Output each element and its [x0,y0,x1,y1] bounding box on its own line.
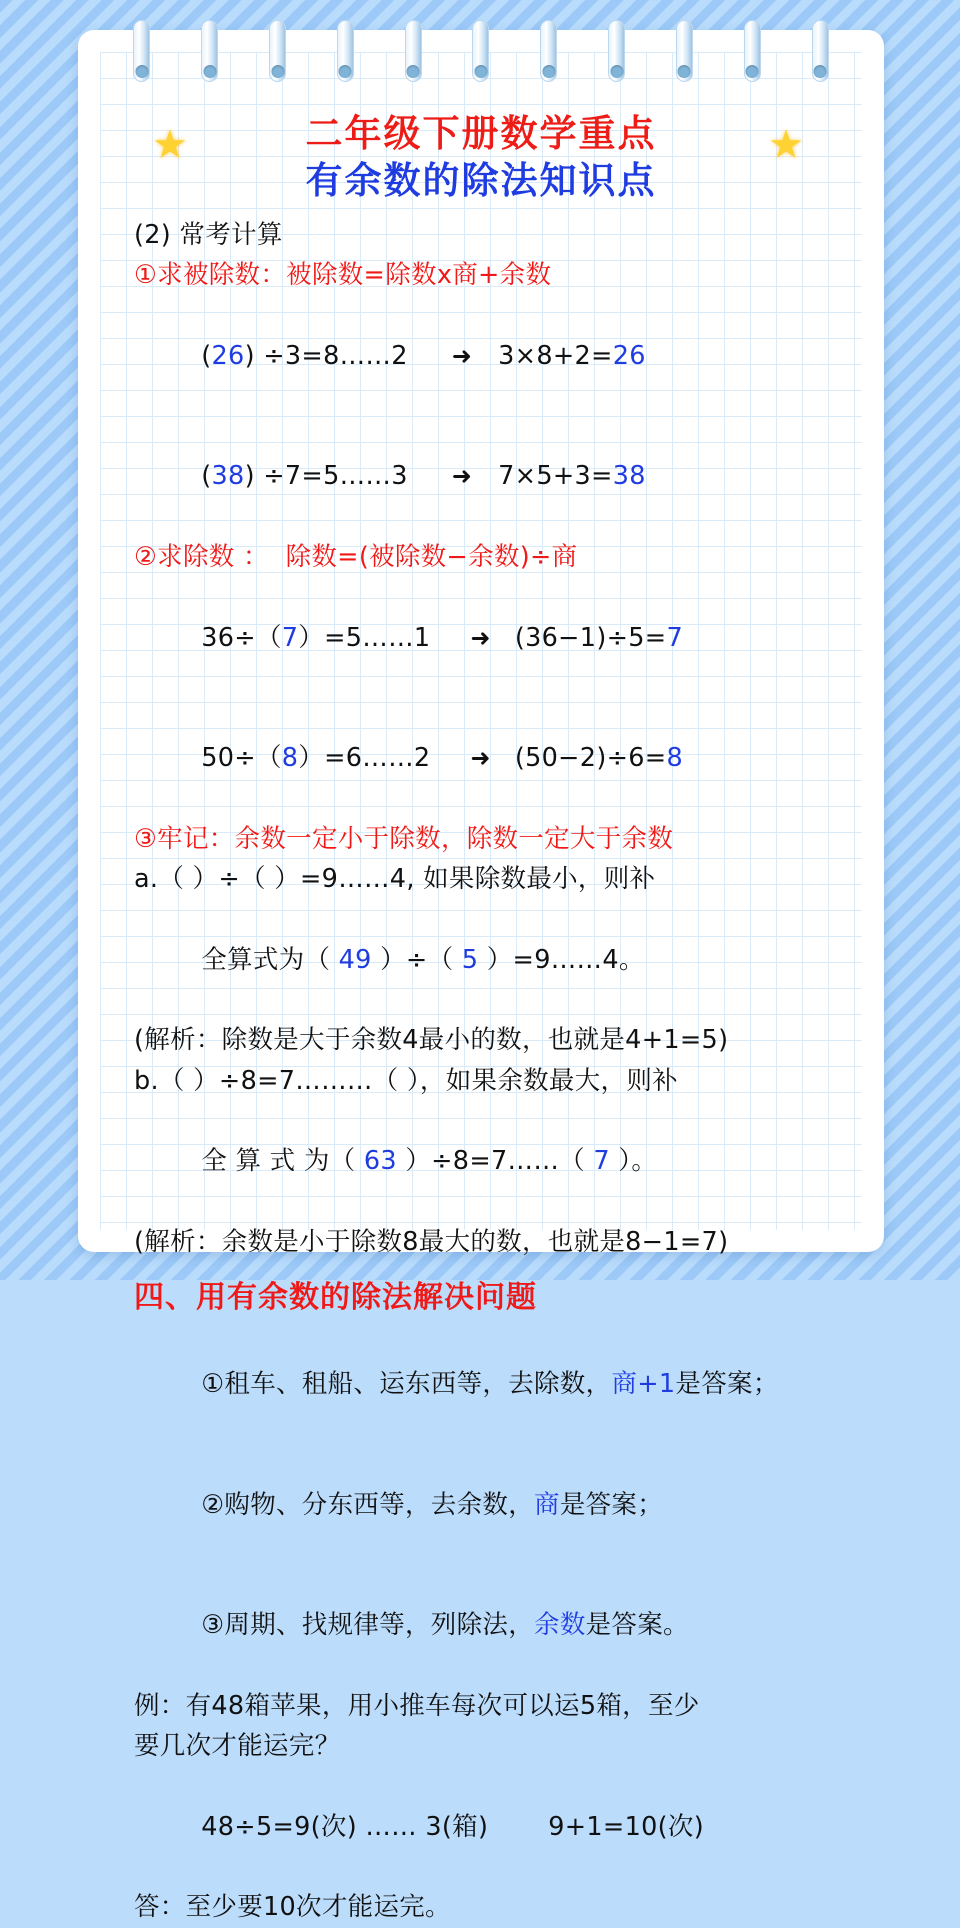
a-line2-number-2: 5 [461,944,479,975]
item-2-heading: ②求除数 ： 除数=(被除数−余数)÷商 [134,541,578,572]
note-content [100,52,862,1923]
worked-example-answer: 答：至少要10次才能运完。 [134,1892,451,1923]
row4-left-rest: ）=6……2 [298,743,431,774]
notepad-card [78,30,884,1923]
row3-left-number: 7 [281,622,299,653]
section-4-item-2 [134,1444,828,1565]
row4-right-expr: (50−2)÷6= [514,743,667,774]
s4-item1-text-b: 是答案； [675,1368,779,1399]
row1-right-number: 26 [612,340,646,371]
item-1-heading: ①求被除数：被除数=除数x商+余数 [134,260,552,290]
b-line2-number-1: 63 [363,1146,397,1177]
worked-example-line-2: 要几次才能运完？ [134,1731,341,1762]
example-b-line-1: b.（ ）÷8=7………（ ），如果余数最大，则补 [134,1065,678,1096]
arrow-icon: ➜ [451,462,473,491]
example-a-line-2 [134,900,828,1021]
item-2-row-1 [134,577,828,698]
example-b-explanation: (解析：余数是小于除数8最大的数，也就是8−1=7) [134,1226,729,1257]
s4-item2-text-b: 是答案； [559,1489,664,1520]
section-4-item-1 [134,1323,828,1444]
arrow-icon: ➜ [470,744,491,773]
section-4-item-3 [134,1565,828,1686]
row3-right-number: 7 [666,622,683,653]
row1-left-rest: ) ÷3=8……2 [244,340,408,371]
star-icon-right: ★ [768,123,804,167]
s4-item3-text-a: ③周期、找规律等，列除法， [201,1610,535,1641]
s4-item1-highlight: 商+1 [611,1368,676,1399]
page-title-line-2: 有余数的除法知识点 [305,159,657,203]
page-title-line-1: 二年级下册数学重点 [305,112,657,155]
s4-item3-highlight: 余数 [534,1610,586,1641]
s4-item1-text-a: ①租车、租船、运东西等，去除数， [201,1368,612,1399]
row2-left-number: 38 [211,461,245,492]
calc-right: 9+1=10(次) [548,1811,704,1842]
a-line2-part-c: ）=9……4。 [478,944,645,975]
title-block [134,110,828,205]
example-a-line-1: a.（ ）÷（ ）=9……4, 如果除数最小，则补 [134,864,656,895]
worked-example-calculation [134,1767,828,1888]
b-line2-part-b: ）÷8=7……（ [396,1146,594,1177]
row3-left-rest: ）=5……1 [298,622,431,653]
a-line2-part-b: ）÷（ [371,944,462,975]
section-2-label: (2) 常考计算 [134,219,283,250]
item-3-heading: ③牢记：余数一定小于除数，除数一定大于余数 [134,823,674,854]
example-a-explanation: (解析：除数是大于余数4最小的数，也就是4+1=5) [134,1025,729,1056]
grid-paper [100,52,862,1923]
arrow-icon: ➜ [470,623,491,652]
a-line2-number-1: 49 [338,944,372,975]
row4-left-expr: 50÷（ [201,743,282,774]
a-line2-part-a: 全算式为（ [201,944,339,975]
row3-right-expr: (36−1)÷5= [514,622,667,653]
star-icon-left: ★ [152,123,188,167]
row4-left-number: 8 [281,743,299,774]
arrow-icon: ➜ [451,341,473,370]
item-2-row-2 [134,698,828,819]
row1-right-expr: 3×8+2= [498,340,613,371]
example-b-line-2 [134,1101,828,1222]
s4-item2-highlight: 商 [534,1489,560,1520]
row4-right-number: 8 [666,743,683,774]
calc-left: 48÷5=9(次) …… 3(箱) [201,1811,489,1842]
row1-left-paren: ( [201,340,212,371]
row2-right-number: 38 [612,461,646,492]
b-line2-part-c: ）。 [609,1146,658,1177]
section-4-heading: 四、用有余数的除法解决问题 [134,1280,537,1316]
item-1-row-2 [134,416,828,537]
row3-left-expr: 36÷（ [201,622,282,653]
row2-left-paren: ( [201,461,212,492]
s4-item2-text-a: ②购物、分东西等，去余数， [201,1489,535,1520]
row1-left-number: 26 [211,340,245,371]
row2-left-rest: ) ÷7=5……3 [244,461,408,492]
item-1-row-1 [134,295,828,416]
b-line2-number-2: 7 [593,1146,610,1177]
worked-example-line-1: 例：有48箱苹果，用小推车每次可以运5箱，至少 [134,1690,700,1721]
b-line2-part-a: 全 算 式 为（ [201,1146,364,1177]
row2-right-expr: 7×5+3= [498,461,613,492]
s4-item3-text-b: 是答案。 [585,1610,689,1641]
